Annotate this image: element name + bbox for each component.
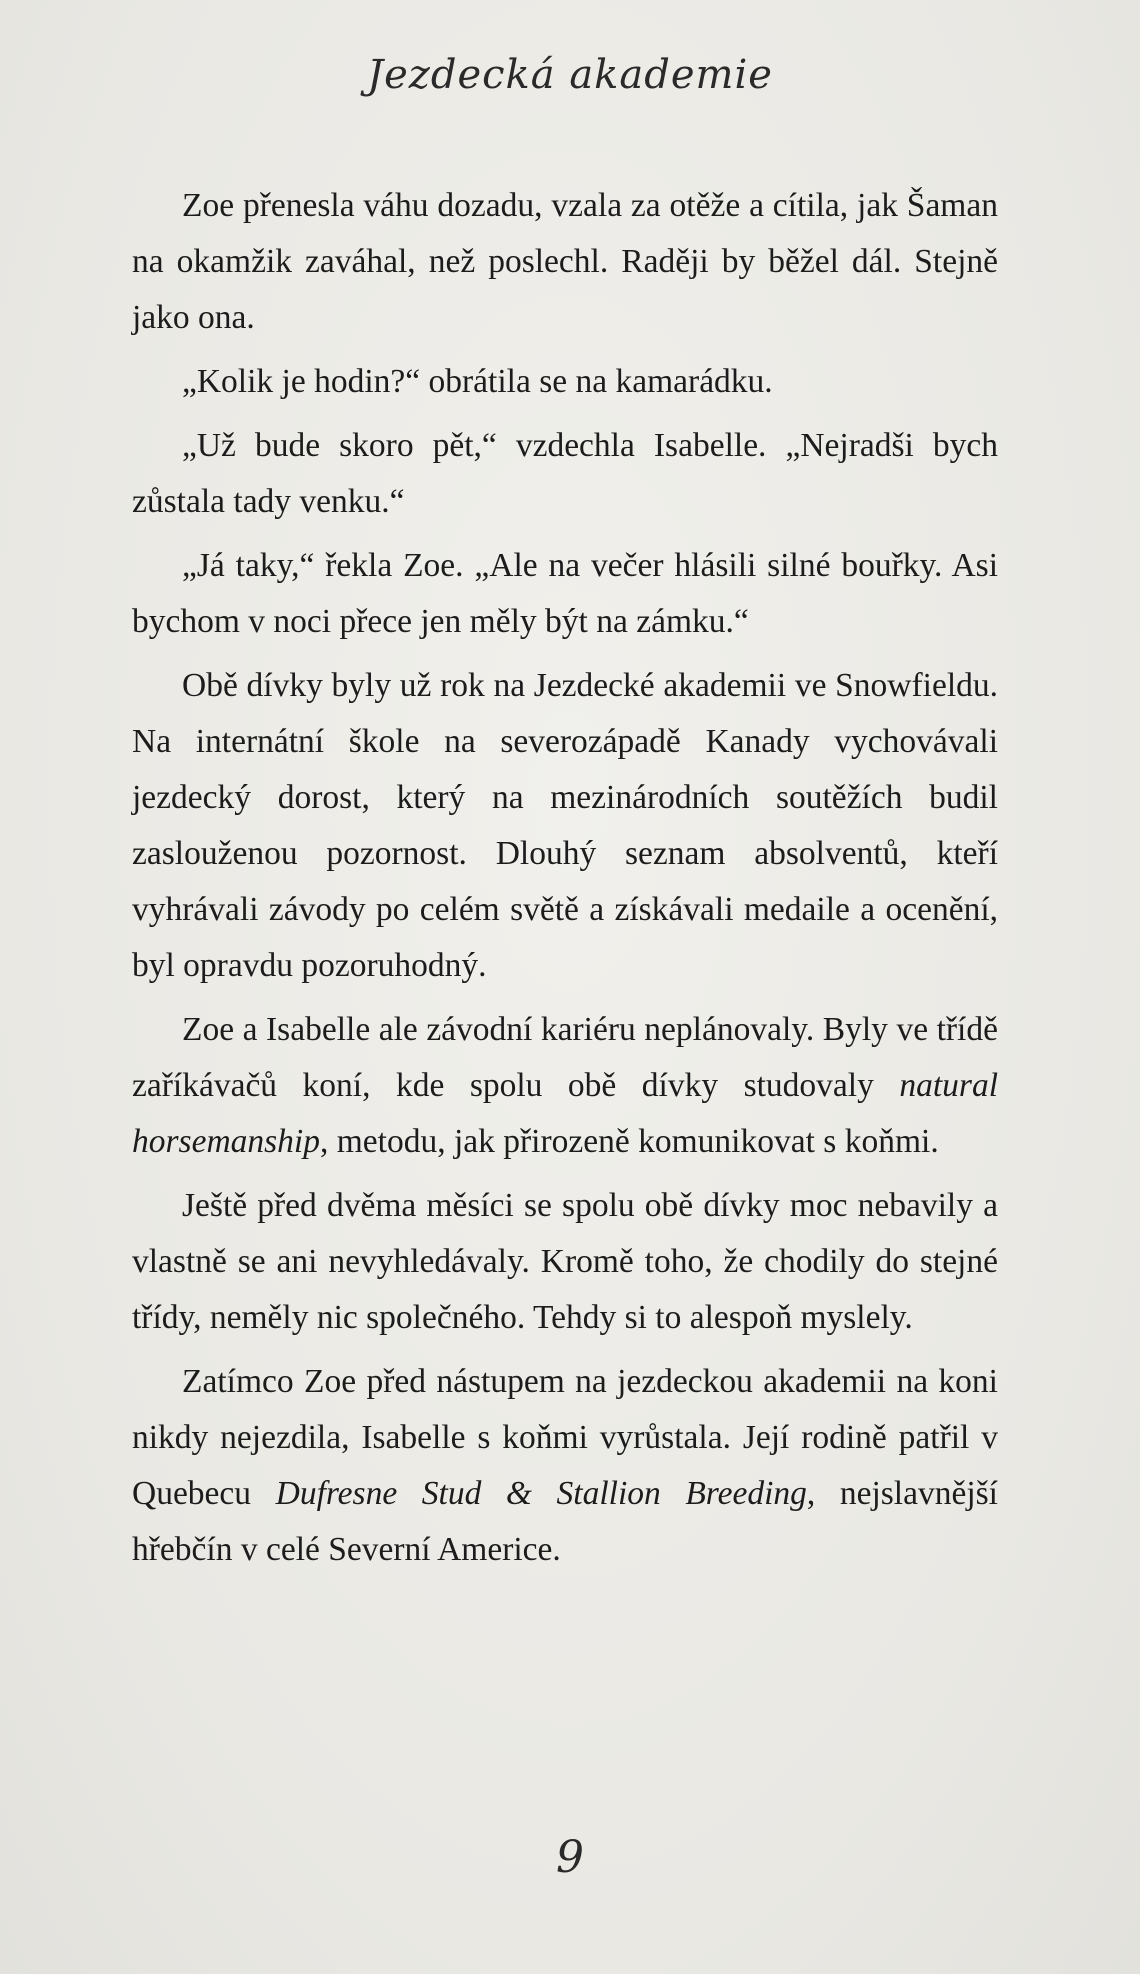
page-number: 9 xyxy=(556,1832,584,1883)
paragraph-5: Obě dívky byly už rok na Jezdecké akademii ve Snowfieldu. Na internátní škole na severozápadě Kanady vychovávali jezdecký dorost, který na mezinárodních soutěžích budil zaslouženou pozornost. Dlouhý seznam absolventů, kteří vyhrávali závody po celém světě a získávali medaile a ocenění, byl opravdu pozoruhodný. xyxy=(132,667,998,984)
paragraph-6-text-after: , metodu, jak přirozeně komunikovat s koňmi. xyxy=(319,1123,939,1160)
body-text xyxy=(132,178,998,1586)
paragraph-6 xyxy=(132,1002,998,1170)
paragraph-8-text-before: Zatímco Zoe před nástupem na jezdeckou akademii na koni nikdy nejezdila, Isabelle s koňmi vyrůstala. Její rodině patřil v Quebecu xyxy=(132,1363,998,1512)
paragraph-8-text-after: , nejslavnější hřebčín v celé Severní Americe. xyxy=(132,1475,998,1568)
paragraph-6-italic-term: natural horsemanship xyxy=(132,1067,998,1160)
paragraph-8-italic-name: Dufresne Stud & Stallion Breeding xyxy=(275,1475,807,1512)
paragraph-6-text-before: Zoe a Isabelle ale závodní kariéru neplánovaly. Byly ve třídě zaříkávačů koní, kde spolu obě dívky studovaly xyxy=(132,1011,998,1104)
paragraph-3: „Už bude skoro pět,“ vzdechla Isabelle. „Nejradši bych zůstala tady venku.“ xyxy=(132,427,998,520)
paragraph-2: „Kolik je hodin?“ obrátila se na kamarádku. xyxy=(182,363,773,400)
paragraph-8 xyxy=(132,1354,998,1578)
paragraph-1: Zoe přenesla váhu dozadu, vzala za otěže a cítila, jak Šaman na okamžik zaváhal, než poslechl. Raději by běžel dál. Stejně jako ona. xyxy=(132,187,998,336)
paragraph-7: Ještě před dvěma měsíci se spolu obě dívky moc nebavily a vlastně se ani nevyhledávaly. Kromě toho, že chodily do stejné třídy, neměly nic společného. Tehdy si to alespoň myslely. xyxy=(132,1187,998,1336)
running-title: Jezdecká akademie xyxy=(367,52,773,98)
paragraph-4: „Já taky,“ řekla Zoe. „Ale na večer hlásili silné bouřky. Asi bychom v noci přece jen měly být na zámku.“ xyxy=(132,547,998,640)
